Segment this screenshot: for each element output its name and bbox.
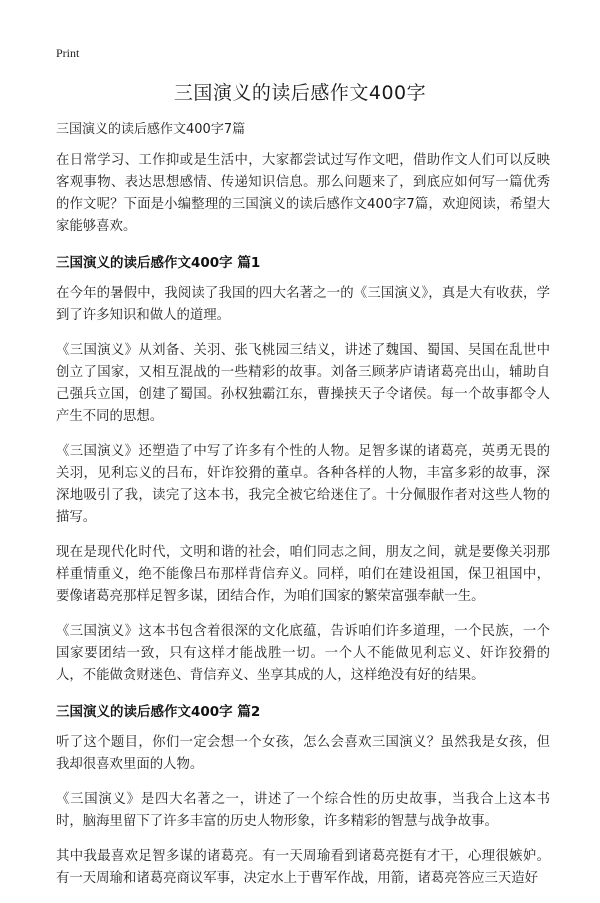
paragraph: 《三国演义》是四大名著之一，讲述了一个综合性的历史故事，当我合上这本书时，脑海里留下了许多丰富的历史人物形象，许多精彩的智慧与战争故事。 (56, 792, 550, 829)
document-title: 三国演义的读后感作文400字 (173, 82, 427, 104)
section-heading-1: 三国演义的读后感作文400字 篇1 (56, 255, 261, 271)
print-label: Print (56, 46, 80, 60)
paragraph: 现在是现代化时代，文明和谐的社会，咱们同志之间，朋友之间，就是要像关羽那样重情重义，绝不能像吕布那样背信弃义。同样，咱们在建设祖国，保卫祖国中，要像诸葛亮那样足智多谋，团结合作，为咱们国家的繁荣富强奉献一生。 (56, 545, 550, 604)
section-heading-2: 三国演义的读后感作文400字 篇2 (56, 704, 261, 720)
document-subtitle: 三国演义的读后感作文400字7篇 (56, 122, 246, 137)
paragraph: 其中我最喜欢足智多谋的诸葛亮。有一天周瑜看到诸葛亮挺有才干，心理很嫉妒。有一天周瑜和诸葛亮商议军事，决定水上于曹军作战，用箭，诸葛亮答应三天造好 (56, 849, 550, 886)
document-body (56, 150, 550, 903)
paragraph: 《三国演义》还塑造了中写了许多有个性的人物。足智多谋的诸葛亮，英勇无畏的关羽，见利忘义的吕布，奸诈狡猾的董卓。各种各样的人物，丰富多彩的故事，深深地吸引了我，读完了这本书，我完全被它给迷住了。十分佩服作者对这些人物的描写。 (56, 444, 550, 525)
paragraph: 《三国演义》这本书包含着很深的文化底蕴，告诉咱们许多道理，一个民族，一个国家要团结一致，只有这样才能战胜一切。一个人不能做见利忘义、奸诈狡猾的人，不能做贪财迷色、背信弃义、坐享其成的人，这样绝没有好的结果。 (56, 624, 550, 683)
paragraph: 听了这个题目，你们一定会想一个女孩，怎么会喜欢三国演义？虽然我是女孩，但我却很喜欢里面的人物。 (56, 735, 550, 772)
intro-paragraph: 在日常学习、工作抑或是生活中，大家都尝试过写作文吧，借助作文人们可以反映客观事物、表达思想感情、传递知识信息。那么问题来了，到底应如何写一篇优秀的作文呢？下面是小编整理的三国演义的读后感作文400字7篇，欢迎阅读，希望大家能够喜欢。 (56, 153, 550, 234)
paragraph: 《三国演义》从刘备、关羽、张飞桃园三结义，讲述了魏国、蜀国、吴国在乱世中创立了国家，又相互混战的一些精彩的故事。刘备三顾茅庐请诸葛亮出山，辅助自己强兵立国，创建了蜀国。孙权独霸江东，曹操挟天子令诸侯。每一个故事都令人产生不同的思想。 (56, 343, 550, 424)
paragraph: 在今年的暑假中，我阅读了我国的四大名著之一的《三国演义》，真是大有收获，学到了许多知识和做人的道理。 (56, 286, 550, 323)
